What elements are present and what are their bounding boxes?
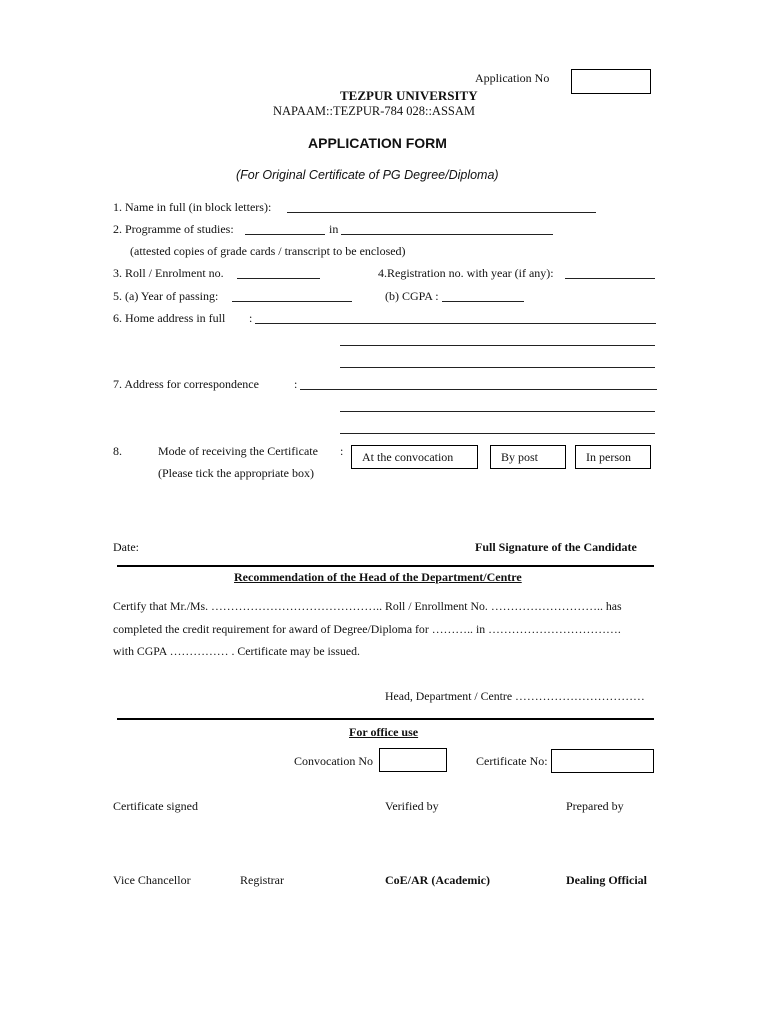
q6-colon: : (249, 311, 253, 325)
section-divider-2 (117, 718, 654, 720)
registration-field[interactable] (565, 278, 655, 279)
university-address: NAPAAM::TEZPUR-784 028::ASSAM (273, 104, 476, 118)
certificate-no-label: Certificate No: (476, 754, 548, 768)
name-field[interactable] (287, 212, 596, 213)
home-address-line-2[interactable] (340, 345, 655, 346)
verified-by-label: Verified by (385, 799, 439, 813)
correspondence-address-line-2[interactable] (340, 411, 655, 412)
convocation-no-label: Convocation No (294, 754, 373, 768)
form-title: APPLICATION FORM (308, 135, 447, 151)
q6-label: 6. Home address in full (113, 311, 226, 325)
vice-chancellor-label: Vice Chancellor (113, 873, 191, 887)
q2-label: 2. Programme of studies: (113, 222, 234, 236)
option-in-person[interactable]: In person (575, 445, 651, 469)
q8-label: Mode of receiving the Certificate (158, 444, 318, 458)
q4-label: 4.Registration no. with year (if any): (378, 266, 554, 280)
programme-field[interactable] (245, 234, 325, 235)
candidate-signature-label: Full Signature of the Candidate (475, 540, 637, 554)
q5b-label: (b) CGPA : (385, 289, 439, 303)
q7-label: 7. Address for correspondence (113, 377, 259, 391)
home-address-line-3[interactable] (340, 367, 655, 368)
q1-label: 1. Name in full (in block letters): (113, 200, 272, 214)
application-no-box[interactable] (571, 69, 651, 94)
dealing-official-label: Dealing Official (566, 873, 647, 887)
q2-note: (attested copies of grade cards / transcript to be enclosed) (130, 244, 406, 258)
home-address-line-1[interactable] (255, 323, 656, 324)
correspondence-address-line-1[interactable] (300, 389, 657, 390)
roll-field[interactable] (237, 278, 320, 279)
option-at-convocation[interactable]: At the convocation (351, 445, 478, 469)
q3-label: 3. Roll / Enrolment no. (113, 266, 224, 280)
correspondence-address-line-3[interactable] (340, 433, 655, 434)
recommendation-heading: Recommendation of the Head of the Department/Centre (234, 570, 522, 584)
q8-colon: : (340, 444, 344, 458)
convocation-no-box[interactable] (379, 748, 447, 772)
programme-in-field[interactable] (341, 234, 553, 235)
coe-label: CoE/AR (Academic) (385, 873, 490, 887)
q5a-label: 5. (a) Year of passing: (113, 289, 219, 303)
recommendation-line-2: completed the credit requirement for award of Degree/Diploma for ……….. in ……………………………. (113, 622, 621, 636)
head-department-signature: Head, Department / Centre …………………………… (385, 689, 645, 703)
recommendation-line-1: Certify that Mr./Ms. …………………………………….. Roll / Enrollment No. ……………………….. has (113, 599, 622, 613)
section-divider-1 (117, 565, 654, 567)
prepared-by-label: Prepared by (566, 799, 624, 813)
university-name: TEZPUR UNIVERSITY (340, 88, 478, 103)
office-use-heading: For office use (349, 725, 419, 739)
recommendation-line-3: with CGPA …………… . Certificate may be issued. (113, 644, 360, 658)
registrar-label: Registrar (240, 873, 284, 887)
q8-note: (Please tick the appropriate box) (158, 466, 314, 480)
option-by-post[interactable]: By post (490, 445, 566, 469)
q7-colon: : (294, 377, 298, 391)
q8-number: 8. (113, 444, 122, 458)
certificate-no-box[interactable] (551, 749, 654, 773)
cgpa-field[interactable] (442, 301, 524, 302)
date-label: Date: (113, 540, 139, 554)
form-subtitle: (For Original Certificate of PG Degree/Diploma) (236, 168, 499, 182)
application-no-label: Application No (475, 71, 550, 85)
certificate-signed-label: Certificate signed (113, 799, 198, 813)
q2-in-label: in (329, 222, 339, 236)
year-passing-field[interactable] (232, 301, 352, 302)
